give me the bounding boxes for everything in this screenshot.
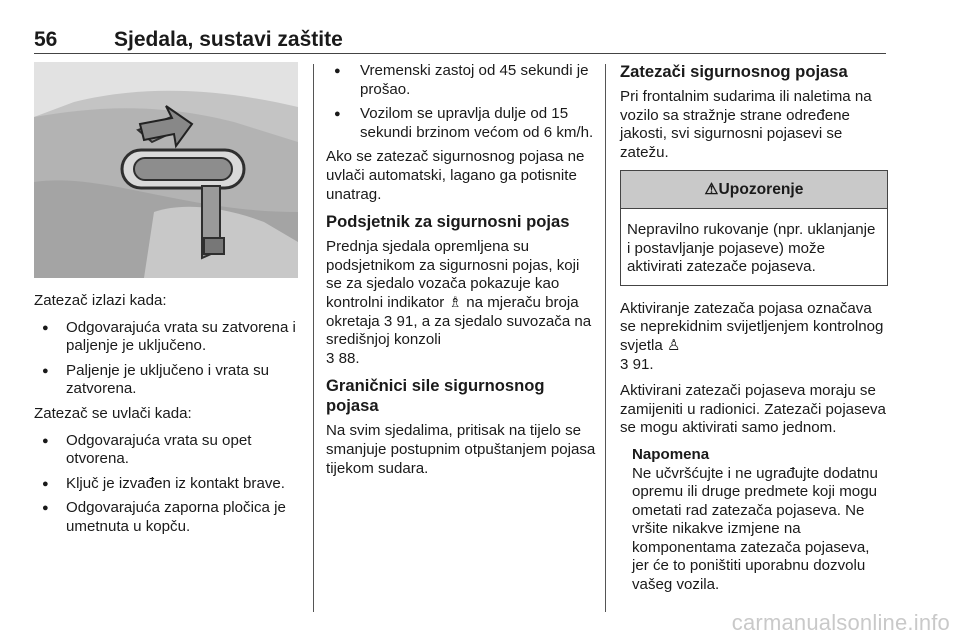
retract-list [34,432,300,537]
header-rule [34,53,886,54]
list-item: ● Odgovarajuća vrata su zatvorena i paljenje je uključeno. [34,319,300,356]
belt-presenter-illustration [34,62,298,278]
note-block [620,446,888,595]
reminder-paragraph: Prednja sjedala opremljena su podsjetnikom za sigurnosni pojas, koji se za sjedalo vozača pokazuje kao kontrolni indikator ♗ na mjeraču broja okretaja 3 91, a za sjedalo suvozača na središnjoj konzoli 3 88. [326,238,592,367]
column-divider [313,64,314,612]
retract-intro: Zatezač se uvlači kada: [34,404,192,422]
list-item: ● Paljenje je uključeno i vrata su zatvorena. [34,362,300,399]
page-ref-arrow-icon: 3 [620,355,629,373]
page-header [34,28,886,52]
manual-retract-paragraph: Ako se zatezač sigurnosnog pojasa ne uvlači automatski, lagano ga potisnite unatrag. [326,148,585,203]
page-ref-link[interactable]: 88 [338,349,356,367]
page-title: Sjedala, sustavi zaštite [114,28,343,51]
retract-list-continued [326,62,596,142]
warning-text: Nepravilno rukovanje (npr. uklanjanje i postavljanje pojaseve) može aktivirati zatezače pojaseva. [627,220,876,276]
list-item: ● Odgovarajuća zaporna pločica je umetnuta u kopču. [34,499,300,536]
list-item: ● Odgovarajuća vrata su opet otvorena. [34,432,300,469]
page-ref-arrow-icon: 3 [383,312,393,330]
page-number: 56 [34,28,58,51]
watermark: carmanualsonline.info [731,610,950,635]
column-1 [34,62,300,543]
list-item: ● Ključ je izvađen iz kontakt brave. [34,475,300,494]
note-title: Napomena [632,445,710,463]
activated-paragraph: Aktivirani zatezači pojaseva moraju se zamijeniti u radionici. Zatezači pojaseva se mogu aktivirati samo jednom. [620,382,886,437]
page-ref-link[interactable]: 91 [632,355,650,373]
list-item: ● Vozilom se upravlja dulje od 15 sekundi brzinom većom od 6 km/h. [326,105,596,142]
list-item: ● Vremenski zastoj od 45 sekundi je prošao. [326,62,596,99]
column-3 [620,62,888,595]
page-ref-link[interactable]: 91 [396,312,414,330]
column-divider [605,64,606,612]
note-text: Ne učvršćujte i ne ugrađujte dodatnu opremu ili druge predmete koji mogu ometati rad zatezača pojaseva. Ne vršite nikakve izmjene na komponentama zatezača pojaseva, jer će to poništiti uporabnu dozvolu vašeg vozila. [632,464,878,594]
heading-seatbelt-reminder: Podsjetnik za sigurnosni pojas [326,212,570,232]
airbag-indicator-icon: ♙ [667,336,681,354]
heading-force-limiters: Graničnici sile sigurnosnog pojasa [326,376,545,416]
belt-presenter-drawing [34,62,298,278]
force-limiters-paragraph: Na svim sjedalima, pritisak na tijelo se smanjuje postupnim otpuštanjem pojasa tijekom sudara. [326,422,596,477]
pretensioners-intro: Pri frontalnim sudarima ili naletima na vozilo sa stražnje strane određene jakosti, svi sigurnosni pojasevi se zatežu. [620,88,872,161]
warning-header [621,171,887,209]
warning-triangle-icon: ⚠ [704,181,719,199]
column-2 [326,62,596,486]
seatbelt-indicator-icon: ♗ [448,293,463,311]
page-ref-arrow-icon: 3 [326,349,335,367]
extend-intro: Zatezač izlazi kada: [34,292,167,309]
warning-box [620,170,888,285]
activation-paragraph: Aktiviranje zatezača pojasa označava se neprekidnim svijetljenjem kontrolnog svjetla ♙ 3 91. [620,299,884,373]
extend-list [34,319,300,399]
warning-title: Upozorenje [718,181,804,199]
heading-belt-pretensioners: Zatezači sigurnosnog pojasa [620,62,848,81]
